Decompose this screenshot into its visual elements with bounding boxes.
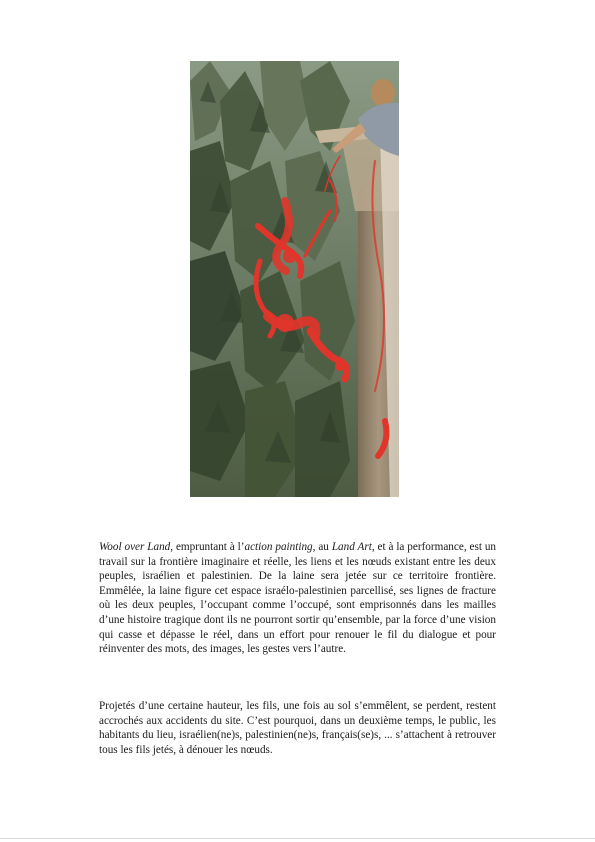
forest [190,61,355,497]
page-bottom-rule [0,838,595,839]
photo-illustration [190,61,399,497]
text-segment: , et à la performance, est un travail sur la frontière imaginaire et réelle, les liens et les nœuds existant entre les deux peuples, israélien et palestinien. De la laine sera jetée sur ce territoire frontière. Emmêlée, la laine figure cet espace israélo-palestinien parcellisé, ses lignes de fracture où les deux peuples, l’occupant comme l’occupé, sont emprisonnés dans les mailles d’une histoire tragique dont ils ne pourront sortir qu’ensemble, par la force d’une vision qui casse et dépasse le réel, dans un effort pour renouer le fil du dialogue et pour réinventer des mots, des images, les gestes vers l’autre. [99,541,497,656]
paragraph-intro [99,540,496,657]
text-segment: , empruntant à l’ [170,541,245,553]
term-action-painting: action painting [244,541,313,553]
text-segment: , au [312,541,332,553]
work-title: Wool over Land [99,541,171,553]
paragraph-second: Projetés d’une certaine hauteur, les fils, une fois au sol s’emmêlent, se perdent, restent accrochés aux accidents du site. C’est pourquoi, dans un deuxième temps, le public, les habitants du lieu, israélien(ne)s, palestinien(ne)s, français(se)s, ... s’attachent à retrouver tous les fils jetés, à dénouer les nœuds. [99,700,496,756]
term-land-art: Land Art [331,541,372,553]
photo-wool-over-bridge [190,61,399,497]
